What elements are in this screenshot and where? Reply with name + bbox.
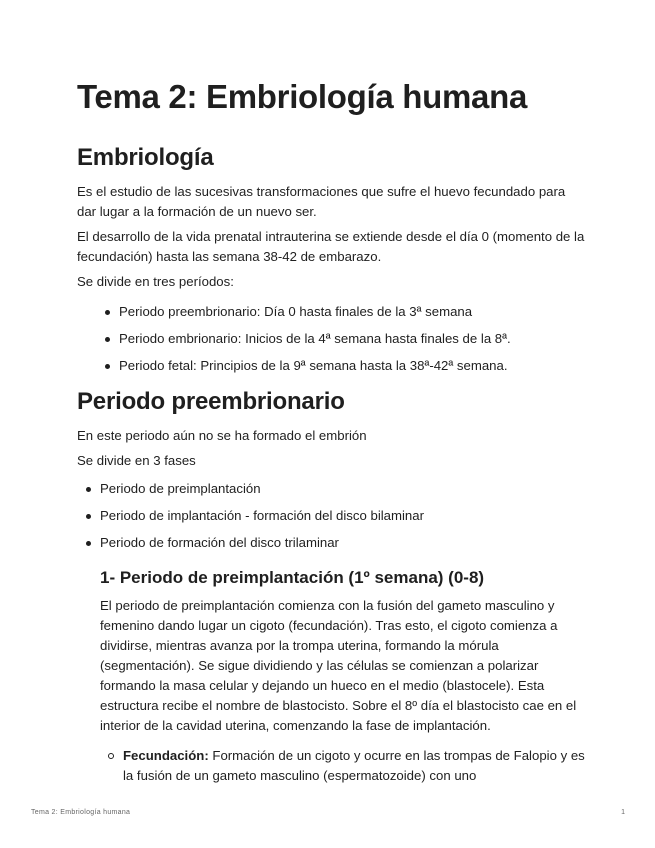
- phases-list: [77, 479, 587, 553]
- section-embriologia: [77, 144, 587, 376]
- list-item: [100, 746, 587, 786]
- paragraph: Se divide en 3 fases: [77, 453, 196, 468]
- paragraph: Se divide en tres períodos:: [77, 274, 234, 289]
- paragraph: En este periodo aún no se ha formado el embrión: [77, 428, 367, 443]
- paragraph: El periodo de preimplantación comienza con la fusión del gameto masculino y femenino dando lugar un cigoto (fecundación). Tras esto, el cigoto comienza a dividirse, mientras avanza por la trompa uterina, formando la mórula (segmentación). Se sigue dividiendo y las células se comienzan a polarizar formando la masa celular y dejando un hueco en el medio (blastocele). Esta estructura recibe el nombre de blastocisto. Sobre el 8º día el blastocisto cae en el interior de la cavidad uterina, comenzando la fase de implantación.: [100, 598, 577, 733]
- section-periodo-preembrionario: [77, 388, 587, 553]
- section-preimplantacion: [77, 567, 587, 786]
- sub-list: [100, 746, 587, 786]
- list-item: Periodo embrionario: Inicios de la 4ª semana hasta finales de la 8ª.: [77, 329, 587, 349]
- list-item: Periodo de implantación - formación del disco bilaminar: [77, 506, 587, 526]
- term-label: Fecundación:: [123, 748, 209, 763]
- section-heading: Embriología: [77, 144, 214, 171]
- term-text: Formación de un cigoto y ocurre en las trompas de Falopio y es la fusión de un gameto masculino (espermatozoide) con uno: [123, 748, 585, 783]
- page-number: 1: [621, 809, 625, 816]
- paragraph: Es el estudio de las sucesivas transformaciones que sufre el huevo fecundado para dar lugar a la formación de un nuevo ser.: [77, 184, 566, 219]
- list-item: Periodo de formación del disco trilaminar: [77, 533, 587, 553]
- page-title: Tema 2: Embriología humana: [77, 78, 528, 115]
- subsection-heading: 1- Periodo de preimplantación (1º semana) (0-8): [100, 568, 485, 587]
- list-item: Periodo fetal: Principios de la 9ª semana hasta la 38ª-42ª semana.: [77, 356, 587, 376]
- list-item: Periodo de preimplantación: [77, 479, 587, 499]
- periods-list: [77, 302, 587, 376]
- paragraph: El desarrollo de la vida prenatal intrauterina se extiende desde el día 0 (momento de la fecundación) hasta las semana 38-42 de embarazo.: [77, 229, 585, 264]
- list-item: Periodo preembrionario: Día 0 hasta finales de la 3ª semana: [77, 302, 587, 322]
- section-heading: Periodo preembrionario: [77, 388, 345, 415]
- footer-title: Tema 2: Embriología humana: [31, 809, 131, 816]
- document-body: [77, 78, 587, 790]
